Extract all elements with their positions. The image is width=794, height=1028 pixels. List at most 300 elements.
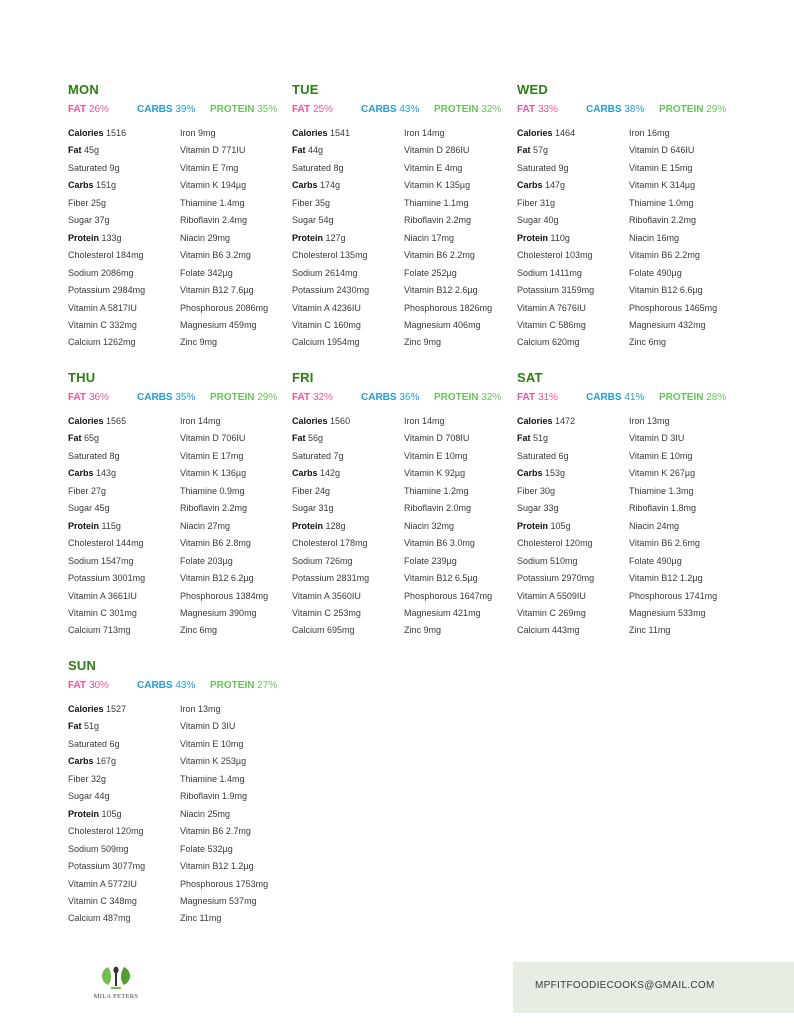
nutrient-value: 147g	[545, 180, 566, 191]
protein-percentage	[659, 392, 726, 403]
nutrient-row	[629, 432, 684, 444]
nutrient-value: 1262mg	[103, 337, 136, 348]
nutrient-label: Vitamin B12	[180, 861, 229, 872]
nutrient-label: Vitamin K	[629, 468, 668, 479]
nutrient-label: Sugar	[517, 215, 542, 226]
nutrient-row	[292, 214, 334, 226]
nutrient-label: Zinc	[629, 625, 647, 636]
nutrient-value: 1.2µg	[230, 861, 254, 872]
nutrient-value: 1954mg	[327, 337, 360, 348]
nutrient-label: Folate	[180, 555, 206, 566]
nutrient-row	[180, 467, 246, 479]
nutrient-label: Fiber	[68, 485, 89, 496]
nutrient-row	[292, 232, 346, 244]
nutrient-value: 3159mg	[561, 285, 595, 296]
nutrient-value: 2.2mg	[671, 215, 697, 226]
nutrient-value: 267µg	[669, 468, 696, 479]
nutrient-label: Sugar	[68, 215, 93, 226]
carbs-value: 35%	[175, 392, 196, 403]
nutrient-label: Phosphorous	[180, 878, 234, 889]
fat-percentage	[68, 680, 109, 691]
nutrient-label: Vitamin B12	[404, 573, 453, 584]
nutrient-label: Iron	[404, 416, 420, 426]
nutrient-value: 178mg	[340, 538, 368, 549]
nutrient-label: Magnesium	[180, 895, 227, 906]
nutrient-label: Saturated	[292, 450, 332, 461]
nutrient-value: 136µg	[220, 468, 247, 479]
fat-value: 25%	[312, 104, 333, 115]
nutrient-label: Protein	[292, 520, 324, 531]
nutrient-label: Vitamin B6	[629, 538, 673, 549]
nutrient-row	[517, 485, 555, 497]
nutrient-label: Vitamin A	[517, 302, 555, 313]
nutrient-value: 1647mg	[459, 590, 493, 601]
brand-logo	[86, 965, 146, 1009]
nutrient-label: Thiamine	[404, 197, 442, 208]
nutrient-value: 153g	[545, 468, 566, 479]
nutrient-row	[292, 162, 344, 174]
nutrient-row	[68, 790, 110, 802]
nutrient-value: 7676IU	[556, 302, 586, 313]
fat-label: FAT	[292, 392, 311, 403]
nutrient-value: 332mg	[109, 319, 137, 330]
nutrient-value: 1547mg	[101, 555, 134, 566]
nutrient-row	[629, 127, 670, 139]
nutrient-value: 45g	[84, 145, 100, 156]
nutrient-value: 13mg	[198, 704, 221, 714]
nutrient-label: Riboflavin	[404, 215, 444, 226]
nutrient-row	[404, 214, 471, 226]
nutrient-label: Vitamin B12	[629, 285, 678, 296]
fat-percentage	[292, 392, 333, 403]
nutrient-value: 8g	[333, 162, 344, 173]
nutrient-label: Protein	[517, 232, 549, 243]
nutrient-value: 16mg	[656, 232, 680, 243]
nutrient-label: Saturated	[517, 450, 557, 461]
nutrient-row	[68, 267, 134, 279]
nutrient-value: 253µg	[220, 756, 247, 767]
nutrient-label: Carbs	[68, 756, 94, 767]
nutrient-row	[292, 555, 353, 567]
nutrient-row	[517, 179, 565, 191]
nutrient-row	[180, 197, 245, 209]
protein-label: PROTEIN	[659, 392, 704, 403]
nutrient-value: 253mg	[333, 607, 361, 618]
nutrient-label: Vitamin B6	[404, 250, 448, 261]
nutrient-value: 2.2mg	[449, 250, 475, 261]
carbs-label: CARBS	[361, 392, 397, 403]
nutrient-value: 24g	[315, 485, 331, 496]
nutrient-row	[180, 537, 251, 549]
nutrient-value: 65g	[84, 433, 100, 444]
nutrient-value: 184mg	[116, 250, 144, 261]
nutrient-value: 3.2mg	[225, 250, 251, 261]
nutrient-row	[68, 520, 121, 532]
nutrient-value: 31g	[318, 503, 334, 514]
nutrient-label: Thiamine	[180, 773, 218, 784]
nutrient-row	[180, 555, 233, 567]
day-block-tue	[292, 82, 516, 352]
nutrient-label: Vitamin C	[292, 319, 331, 330]
nutrient-label: Calories	[292, 128, 328, 138]
nutrient-row	[68, 843, 129, 855]
macro-split	[517, 104, 741, 118]
nutrient-row	[292, 127, 350, 139]
nutrient-row	[292, 450, 344, 462]
nutrient-row	[68, 895, 137, 907]
nutrient-row	[404, 520, 454, 532]
nutrient-value: 17mg	[431, 232, 455, 243]
nutrient-label: Folate	[404, 555, 430, 566]
nutrient-label: Vitamin K	[180, 468, 219, 479]
nutrient-value: 8g	[109, 450, 120, 461]
nutrient-label: Zinc	[180, 913, 198, 924]
nutrient-row	[517, 432, 548, 444]
nutrient-row	[180, 214, 247, 226]
protein-value: 29%	[706, 104, 727, 115]
nutrient-value: 2086mg	[235, 302, 269, 313]
nutrient-label: Zinc	[404, 337, 422, 348]
nutrient-value: 2430mg	[336, 285, 370, 296]
nutrient-row	[68, 607, 137, 619]
nutrient-label: Vitamin D	[180, 433, 219, 444]
nutrient-value: 2.0mg	[446, 503, 472, 514]
nutrient-row	[68, 485, 106, 497]
nutrient-value: 203µg	[207, 555, 233, 566]
nutrient-row	[68, 144, 99, 156]
nutrient-row	[629, 450, 692, 462]
day-title: TUE	[292, 82, 319, 97]
nutrient-value: 44g	[308, 145, 324, 156]
nutrient-label: Protein	[68, 520, 100, 531]
nutrient-label: Vitamin B6	[629, 250, 673, 261]
nutrient-row	[292, 336, 360, 348]
nutrient-row	[404, 249, 475, 261]
nutrient-value: 92µg	[444, 468, 466, 479]
nutrient-row	[629, 144, 694, 156]
nutrient-row	[517, 214, 559, 226]
nutrient-value: 1465mg	[684, 302, 718, 313]
nutrient-label: Potassium	[68, 573, 111, 584]
nutrient-value: 1560	[330, 416, 351, 426]
fat-value: 30%	[88, 680, 109, 691]
nutrient-value: 9mg	[423, 337, 442, 348]
nutrient-value: 56g	[308, 433, 324, 444]
nutrient-row	[292, 179, 340, 191]
protein-value: 28%	[706, 392, 727, 403]
nutrient-value: 342µg	[207, 267, 233, 278]
nutrient-value: 103mg	[565, 250, 593, 261]
nutrient-row	[629, 214, 696, 226]
nutrient-row	[68, 432, 99, 444]
nutrient-row	[180, 432, 245, 444]
nutrient-row	[629, 302, 717, 314]
nutrient-value: 695mg	[327, 625, 355, 636]
nutrient-label: Zinc	[180, 337, 198, 348]
nutrient-value: 167g	[96, 756, 117, 767]
carbs-percentage	[137, 392, 195, 403]
nutrient-value: 1.2µg	[679, 573, 703, 584]
nutrient-row	[68, 555, 134, 567]
nutrient-row	[68, 703, 126, 715]
protein-label: PROTEIN	[210, 680, 255, 691]
nutrient-row	[292, 267, 358, 279]
nutrient-value: 9g	[558, 162, 569, 173]
nutrient-value: 1384mg	[235, 590, 269, 601]
nutrient-label: Potassium	[292, 573, 335, 584]
nutrient-value: 252µg	[431, 267, 457, 278]
day-block-fri	[292, 370, 516, 640]
nutrient-value: 14mg	[422, 128, 445, 138]
nutrient-label: Iron	[404, 128, 420, 138]
nutrient-value: 1826mg	[459, 302, 493, 313]
nutrient-label: Fat	[68, 145, 82, 156]
nutrient-row	[68, 162, 120, 174]
nutrient-value: 1.8mg	[671, 503, 697, 514]
nutrient-value: 120mg	[565, 538, 593, 549]
nutrient-row	[629, 267, 682, 279]
nutrient-value: 726mg	[325, 555, 353, 566]
nutrient-label: Phosphorous	[404, 590, 458, 601]
nutrient-row	[517, 555, 578, 567]
day-title: SAT	[517, 370, 543, 385]
nutrient-row	[629, 572, 703, 584]
nutrient-value: 2970mg	[561, 573, 595, 584]
nutrient-label: Vitamin D	[180, 145, 219, 156]
nutrient-value: 7g	[333, 450, 344, 461]
day-block-mon	[68, 82, 292, 352]
nutrient-value: 16mg	[647, 128, 670, 138]
protein-percentage	[434, 392, 501, 403]
nutrient-row	[292, 197, 330, 209]
nutrient-row	[517, 415, 575, 427]
nutrient-value: 11mg	[648, 625, 671, 636]
carbs-value: 43%	[175, 680, 196, 691]
nutrient-row	[292, 249, 368, 261]
nutrient-row	[517, 284, 594, 296]
nutrient-value: 37g	[94, 215, 110, 226]
nutrient-label: Calories	[517, 128, 553, 138]
fat-percentage	[292, 104, 333, 115]
nutrient-row	[180, 144, 245, 156]
nutrient-row	[180, 755, 246, 767]
nutrient-label: Phosphorous	[180, 590, 234, 601]
nutrient-row	[68, 284, 145, 296]
nutrient-value: 239µg	[431, 555, 457, 566]
carbs-label: CARBS	[137, 104, 173, 115]
nutrient-row	[292, 415, 350, 427]
nutrient-label: Cholesterol	[517, 250, 563, 261]
nutrient-value: 2984mg	[112, 285, 146, 296]
carbs-value: 38%	[624, 104, 645, 115]
nutrient-value: 17mg	[220, 450, 244, 461]
nutrient-row	[292, 607, 361, 619]
nutrient-label: Calcium	[517, 625, 550, 636]
nutrient-label: Vitamin C	[517, 319, 556, 330]
nutrient-value: 509mg	[101, 843, 129, 854]
nutrient-row	[517, 232, 570, 244]
nutrient-label: Potassium	[517, 285, 560, 296]
nutrient-row	[180, 607, 257, 619]
nutrient-label: Calcium	[68, 337, 101, 348]
fat-percentage	[517, 104, 558, 115]
nutrient-label: Calories	[68, 704, 104, 714]
nutrient-row	[68, 232, 122, 244]
nutrient-row	[180, 415, 221, 427]
nutrient-label: Calcium	[68, 913, 101, 924]
macro-split	[292, 104, 516, 118]
nutrient-row	[180, 319, 257, 331]
nutrient-label: Iron	[180, 704, 196, 714]
day-title: SUN	[68, 658, 97, 673]
nutrient-value: 301mg	[109, 607, 137, 618]
nutrient-row	[180, 520, 230, 532]
nutrient-label: Fat	[292, 145, 306, 156]
nutrient-label: Riboflavin	[180, 215, 220, 226]
nutrient-label: Calories	[68, 416, 104, 426]
nutrient-row	[404, 232, 454, 244]
nutrient-value: 490µg	[656, 555, 682, 566]
nutrient-row	[68, 302, 137, 314]
nutrient-value: 348mg	[109, 895, 137, 906]
nutrient-row	[180, 127, 216, 139]
nutrient-value: 771IU	[221, 145, 246, 156]
nutrient-label: Vitamin E	[180, 738, 219, 749]
nutrient-value: 2.7mg	[225, 826, 251, 837]
nutrient-row	[629, 555, 682, 567]
nutrient-row	[180, 624, 217, 636]
nutrient-value: 2.6mg	[674, 538, 700, 549]
nutrient-value: 144mg	[116, 538, 144, 549]
nutrient-label: Folate	[629, 555, 655, 566]
nutrient-row	[292, 467, 340, 479]
nutrient-row	[292, 432, 323, 444]
nutrient-label: Folate	[404, 267, 430, 278]
nutrient-row	[68, 720, 99, 732]
nutrient-label: Cholesterol	[68, 538, 114, 549]
nutrient-value: 1516	[106, 128, 127, 138]
macro-split	[68, 680, 292, 694]
nutrient-row	[180, 267, 233, 279]
nutrient-row	[68, 878, 137, 890]
carbs-value: 43%	[399, 104, 420, 115]
nutrient-label: Folate	[180, 843, 206, 854]
nutrient-value: 4236IU	[331, 302, 361, 313]
nutrient-label: Niacin	[629, 232, 655, 243]
nutrient-row	[404, 572, 478, 584]
carbs-label: CARBS	[586, 104, 622, 115]
nutrient-label: Vitamin K	[180, 180, 219, 191]
nutrient-row	[292, 302, 361, 314]
nutrient-value: 1.9mg	[222, 791, 248, 802]
nutrient-row	[180, 860, 254, 872]
nutrient-value: 286IU	[445, 145, 470, 156]
nutrient-value: 133g	[101, 232, 122, 243]
nutrient-row	[517, 319, 586, 331]
nutrient-value: 2.8mg	[225, 538, 251, 549]
nutrient-value: 51g	[533, 433, 549, 444]
protein-percentage	[210, 680, 277, 691]
protein-label: PROTEIN	[434, 392, 479, 403]
nutrient-label: Sodium	[517, 267, 548, 278]
nutrient-label: Sodium	[68, 555, 99, 566]
nutrient-label: Vitamin B6	[180, 826, 224, 837]
nutrient-row	[68, 127, 126, 139]
fat-value: 36%	[88, 392, 109, 403]
nutrient-value: 14mg	[198, 416, 221, 426]
nutrient-value: 3001mg	[112, 573, 146, 584]
nutrient-label: Zinc	[629, 337, 647, 348]
nutrient-value: 1541	[330, 128, 351, 138]
nutrient-row	[68, 808, 122, 820]
nutrient-label: Vitamin E	[180, 162, 219, 173]
nutrient-row	[517, 162, 569, 174]
protein-label: PROTEIN	[659, 104, 704, 115]
nutrient-value: 1741mg	[684, 590, 718, 601]
nutrient-value: 13mg	[647, 416, 670, 426]
nutrient-row	[292, 502, 334, 514]
nutrient-label: Vitamin B6	[180, 250, 224, 261]
protein-value: 32%	[481, 392, 502, 403]
nutrient-row	[180, 825, 251, 837]
nutrient-value: 9g	[109, 162, 120, 173]
nutrient-value: 135mg	[340, 250, 368, 261]
nutrient-row	[404, 144, 469, 156]
nutrient-label: Carbs	[292, 180, 318, 191]
nutrient-value: 1472	[555, 416, 576, 426]
nutrient-row	[180, 843, 233, 855]
protein-percentage	[434, 104, 501, 115]
nutrient-label: Magnesium	[180, 319, 227, 330]
nutrient-label: Carbs	[68, 180, 94, 191]
protein-value: 35%	[257, 104, 278, 115]
nutrient-row	[404, 624, 441, 636]
nutrient-label: Cholesterol	[292, 538, 338, 549]
nutrient-label: Phosphorous	[404, 302, 458, 313]
nutrient-label: Fiber	[68, 773, 89, 784]
nutrient-value: 11mg	[199, 913, 222, 924]
nutrient-label: Carbs	[517, 468, 543, 479]
nutrient-value: 6.5µg	[454, 573, 478, 584]
nutrient-label: Calcium	[517, 337, 550, 348]
nutrient-value: 2.4mg	[222, 215, 248, 226]
nutrient-row	[68, 179, 116, 191]
nutrient-row	[68, 773, 106, 785]
nutrient-value: 31g	[540, 197, 556, 208]
nutrient-value: 128g	[325, 520, 346, 531]
protein-value: 29%	[257, 392, 278, 403]
nutrient-value: 2831mg	[336, 573, 370, 584]
leaf-fork-spoon-icon	[86, 965, 146, 993]
nutrient-row	[517, 144, 548, 156]
nutrient-row	[68, 572, 145, 584]
nutrient-value: 51g	[84, 721, 100, 732]
nutrient-row	[180, 808, 230, 820]
nutrient-row	[292, 624, 355, 636]
nutrient-label: Niacin	[180, 520, 206, 531]
nutrient-row	[404, 336, 441, 348]
nutrient-row	[404, 179, 470, 191]
nutrient-row	[68, 860, 145, 872]
nutrient-value: 4mg	[444, 162, 463, 173]
nutrient-label: Vitamin B12	[629, 573, 678, 584]
nutrient-label: Thiamine	[180, 485, 218, 496]
carbs-label: CARBS	[137, 680, 173, 691]
nutrient-label: Iron	[180, 416, 196, 426]
nutrient-row	[68, 590, 137, 602]
nutrient-value: 57g	[533, 145, 549, 156]
nutrient-value: 35g	[315, 197, 331, 208]
